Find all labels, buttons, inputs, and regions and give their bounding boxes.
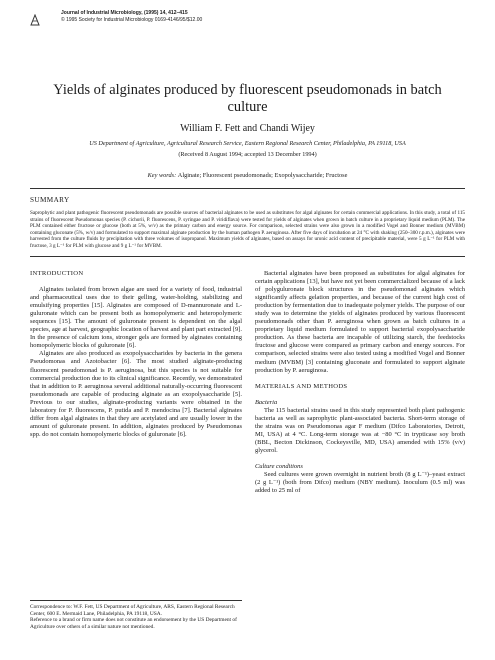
- journal-info: [61, 10, 202, 23]
- summary-bottom-rule: [30, 256, 465, 257]
- introduction-paragraph-2: Alginates are also produced as exopolysaccharides by bacteria in the genera Pseudomonas and Azotobacter [6]. The most studied alginate-producing fluorescent pseudomonad is P. aeruginosa, but this species is not suitable for commercial production due to its clinical significance. Recently, we demonstrated that in addition to P. aeruginosa several additional naturally-occurring fluorescent pseudomonads are capable of producing alginate as an exopolysaccharide [5]. Previous to our studies, alginate-producing variants were obtained in the laboratory for P. fluorescens, P. putida and P. mendocina [7]. Bacterial alginates differ from algal alginates in that they are acetylated and are usually lower in the amount of guluronate present. In addition, alginates produced by Pseudomonas spp. do not contain homopolymeric blocks of guluronate [6].: [30, 350, 242, 438]
- introduction-heading: INTRODUCTION: [30, 270, 84, 277]
- keywords: [0, 172, 495, 179]
- journal-citation: Journal of Industrial Microbiology, (1995) 14, 412–415: [61, 10, 188, 16]
- disclaimer-note: Reference to a brand or firm name does not constitute an endorsement by the US Department of Agriculture over others of a similar nature not mentioned.: [30, 617, 237, 631]
- summary-top-rule: [30, 188, 465, 189]
- footnote-rule: [30, 600, 242, 601]
- introduction-paragraph-3: Bacterial alginates have been proposed as substitutes for algal alginates for certain applications [13], but have not yet been commercialized because of a lack of polyguluronate block structures in the pseudomonad alginates which significantly affects gelation properties, and because of the current high cost of production by fermentation due to inadequate polymer yields. The purpose of our study was to determine the yields of alginates produced by various fluorescent pseudomonads other than P. aeruginosa when grown as batch cultures in a proprietary liquid medium formulated to support bacterial exopolysaccharide production. As these bacteria are incapable of utilizing starch, the feedstocks fructose and glucose were compared as primary carbon and energy sources. For comparison, selected strains were also tested using a modified Vogel and Bonner medium (MVBM) [3] containing gluconate and formulated to support alginate production by P. aeruginosa.: [255, 270, 465, 374]
- left-column: [30, 270, 242, 439]
- culture-paragraph: Seed cultures were grown overnight in nutrient broth (8 g L⁻¹)–yeast extract (2 g L⁻¹) (both from Difco) medium (NBY medium). Inoculum (0.5 ml) was added to 25 ml of: [255, 471, 465, 495]
- bacteria-paragraph: The 115 bacterial strains used in this study represented both plant pathogenic bacteria as well as saprophytic plant-associated bacteria. Short-term storage of the strains was on Pseudomonas agar F medium (Difco Laboratories, Detroit, MI, USA) at 4 °C. Long-term storage was at −80 °C in trypticase soy broth (BBL, Becton Dickinson, Cockeysville, MD, USA) amended with 15% (v/v) glycerol.: [255, 406, 465, 454]
- footnote: [30, 604, 242, 631]
- bacteria-subheading: Bacteria: [255, 398, 278, 406]
- right-column: [255, 270, 465, 495]
- introduction-paragraph-1: Alginates isolated from brown algae are used for a variety of food, industrial and pharmaceutical uses due to their gelling, water-holding, stabilizing and emulsifying properties [15]. Alginates are composed of D-mannuronate and L-guluronate which can be present both as homopolymeric and heteropolymeric sequences [15]. The amount of guluronate present is dependent on the algal species, age at harvest, geographic location of harvest and plant part extracted [9]. In the presence of calcium ions, stronger gels are formed by alginates containing homopolymeric blocks of guluronate [6].: [30, 286, 242, 350]
- publisher-logo-icon: [30, 14, 40, 26]
- received-dates: (Received 8 August 1994; accepted 13 December 1994): [178, 151, 317, 158]
- summary-heading: SUMMARY: [30, 196, 70, 204]
- author-affiliation: US Department of Agriculture, Agricultural Research Service, Eastern Regional Research Center, Philadelphia, PA 19118, USA: [89, 140, 406, 147]
- article-authors: William F. Fett and Chandi Wijey: [180, 123, 315, 134]
- article-title: Yields of alginates produced by fluorescent pseudomonads in batch culture: [53, 82, 442, 115]
- culture-subheading: Culture conditions: [255, 462, 303, 470]
- keywords-list: Alginate; Fluorescent pseudomonads; Exopolysaccharide; Fructose: [177, 172, 348, 179]
- correspondence-note: Correspondence to: W.F. Fett, US Department of Agriculture, ARS, Eastern Regional Research Center, 600 E. Mermaid Lane, Philadelphia, PA 19118, USA.: [30, 604, 235, 617]
- copyright-line: © 1995 Society for Industrial Microbiology 0169-4146/95/$12.00: [61, 16, 203, 23]
- methods-heading: MATERIALS AND METHODS: [255, 382, 348, 390]
- summary-text: Saprophytic and plant pathogenic fluorescent pseudomonads are possible sources of bacterial alginates to be used as substitutes for algal alginates for certain commercial applications. In this study, a total of 115 strains of fluorescent Pseudomonas species (P. cichorii, P. fluorescens, P. syringae and P. viridiflava) were tested for yields of alginates when grown in batch culture in a proprietary liquid medium (PLM). The PLM contained either fructose or glucose (both at 5%, w/v) as the primary carbon and energy source. For comparison, selected strains were also grown in a modified Vogel and Bonner medium (MVBM) containing gluconate (5%, w/v) and formulated to support maximal alginate production by the human pathogen P. aeruginosa. After five days of incubation at 24 °C with shaking (250–300 r.p.m.), alginates were harvested from the culture fluids by precipitation with three volumes of isopropanol. Maximum yields of alginates, based on assays for uronic acid content of precipitable material, were 5 g L⁻¹ for PLM with fructose, 3 g L⁻¹ for PLM with glucose and 9 g L⁻¹ for MVBM.: [30, 210, 465, 249]
- keywords-label: Key words:: [147, 172, 177, 179]
